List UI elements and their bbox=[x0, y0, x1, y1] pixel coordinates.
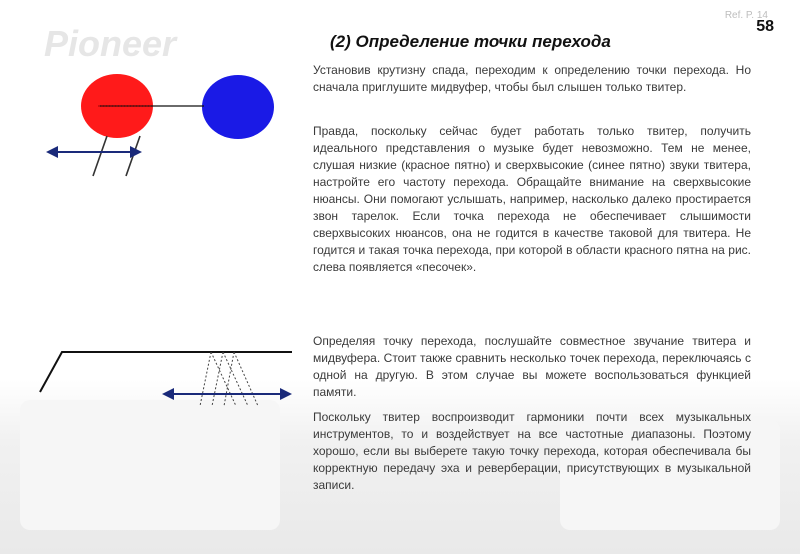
page-title: (2) Определение точки перехода bbox=[330, 32, 611, 51]
svg-text:Pioneer: Pioneer bbox=[44, 24, 177, 64]
slope-dotted-line bbox=[224, 352, 234, 406]
pioneer-logo bbox=[44, 24, 254, 64]
reference-label: Ref. P. 14 bbox=[724, 10, 768, 21]
response-curve bbox=[40, 352, 292, 392]
slope-line bbox=[93, 136, 107, 176]
blue-spot bbox=[202, 75, 274, 139]
crossover-figure bbox=[36, 340, 296, 420]
slope-dotted-line bbox=[223, 352, 248, 406]
arrow-right-icon bbox=[280, 388, 292, 400]
arrow-left-icon bbox=[46, 146, 58, 158]
paragraph-combined: Определяя точку перехода, послушайте совместное звучание твитера и мидвуфера. Стоит также сравнить несколько точек перехода, переключаясь с одной на другую. В этом случае вы можете воспользоваться функцией памяти. bbox=[313, 334, 751, 399]
paragraph-tweeter: Правда, поскольку сейчас будет работать только твитер, получить идеального представления о музыке будет невозможно. Тем не менее, слушая низкие (красное пятно) и сверхвысокие (синее пятно) звуки твитера, настройте его частоту перехода. Обращайте внимание на сверхвысокие нюансы. Они помогают услышать, например, насколько далеко простирается звон тарелок. Если точка перехода не обеспечивает слышимости сверхвысоких нюансов, она не годится в качестве таковой для твитера. Не годится и такая точка перехода, при которой в области красного пятна на рис. слева появляется «песочек». bbox=[313, 124, 751, 274]
paragraph-harmonics: Поскольку твитер воспроизводит гармоники почти всех музыкальных инструментов, то и воздействует на все частотные диапазоны. Поэтому хорошо, если вы выберете такую точку перехода, которая обеспечивала бы корректную передачу эха и реверберации, присутствующих в музыкальной записи. bbox=[313, 410, 751, 492]
slope-dotted-line bbox=[212, 352, 223, 406]
slope-dotted-line bbox=[234, 352, 258, 406]
slope-dotted-line bbox=[200, 352, 211, 406]
spots-figure bbox=[40, 68, 300, 188]
page-number: 58 bbox=[756, 18, 774, 35]
paragraph-intro: Установив крутизну спада, переходим к определению точки перехода. Но сначала приглушите мидвуфер, чтобы был слышен только твитер. bbox=[313, 63, 751, 94]
arrow-left-icon bbox=[162, 388, 174, 400]
